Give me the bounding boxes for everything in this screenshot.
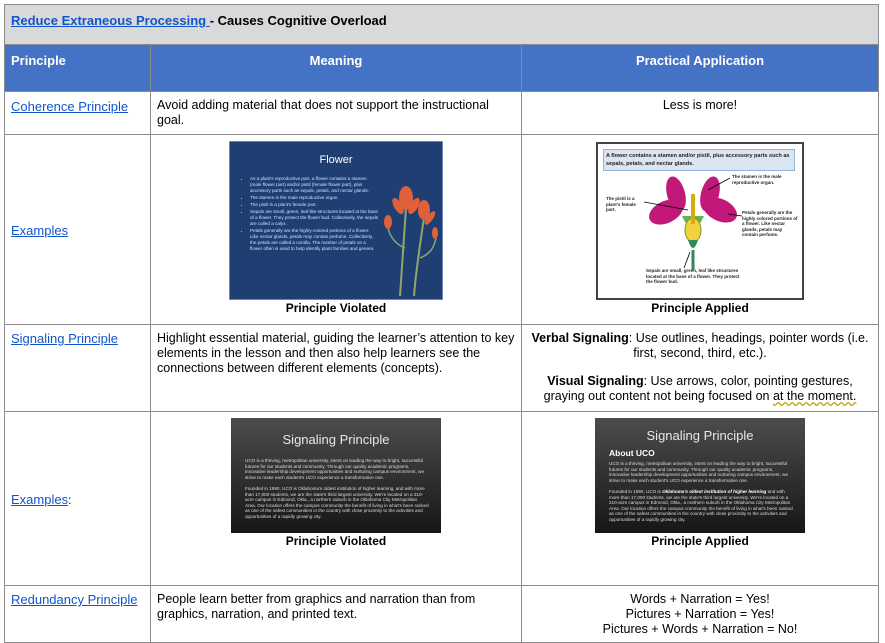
header-row <box>5 45 879 92</box>
dark-slide-left-cell <box>151 412 522 586</box>
signaling-principle-cell <box>5 325 151 412</box>
table-title <box>5 5 879 45</box>
examples-row-2 <box>5 412 879 586</box>
diagram-heading: A flower contains a stamen and/or pistil, plus accessory parts such as sepals, petals, and nectar glands. <box>603 149 795 171</box>
examples-1-cell <box>5 135 151 325</box>
signaling-row <box>5 325 879 412</box>
applied-caption-2: Principle Applied <box>651 534 749 548</box>
violated-caption-1: Principle Violated <box>285 301 387 315</box>
flower-slide <box>229 141 443 300</box>
verbal-signaling-text: : Use outlines, headings, pointer words (i.e. first, second, third, etc.). <box>628 331 869 360</box>
coherence-row <box>5 92 879 135</box>
paintbrush-flower-illustration <box>380 178 438 296</box>
coherence-principle-link[interactable]: Coherence Principle <box>11 99 129 114</box>
header-principle: Principle <box>5 45 151 92</box>
coherence-meaning: Avoid adding material that does not support the instructional goal. <box>151 92 522 135</box>
flower-diagram-slide <box>596 142 804 300</box>
redundancy-principle-cell <box>5 586 151 643</box>
signaling-violated-slide <box>231 418 441 533</box>
redundancy-line: Pictures + Narration = Yes! <box>625 607 775 621</box>
redundancy-principle-link[interactable]: Redundancy Principle <box>11 592 138 607</box>
coherence-application: Less is more! <box>522 92 879 135</box>
dark-slide-right-cell <box>522 412 879 586</box>
left-slide-paragraph-2: Founded in 1890, UCO is Oklahoma's oldest institution of higher learning, and with more than 17,000 students, we are the state's third largest university. We're located on a 210-acre campus in Edmond, Okla., a northern suburb in the Oklahoma City Metropolitan Area. Our location offers the campus community the benefit of living in what's been ranked as one of the safest communities in the country with close proximity to the activities and opportunities of a rapidly growing city. <box>245 486 429 519</box>
principles-table <box>4 4 879 643</box>
signaling-principle-link[interactable]: Signaling Principle <box>11 331 118 346</box>
petals-label: Petals generally are the highly colored portions of a flower. Like nectar glands, petals may contain perfume. <box>742 210 798 238</box>
stamen-label: The stamen is the male reproductive organ. <box>732 174 782 185</box>
violated-caption-2: Principle Violated <box>285 534 387 548</box>
flower-bullet: • As a plant's reproductive part, a flower contains a stamen (male flower part) and/or pistil (female flower part), plus accessory parts such as sepals, petals, and nectar glands. <box>250 176 378 194</box>
verbal-signaling <box>528 331 872 361</box>
examples-2-colon: : <box>68 493 72 507</box>
header-application: Practical Application <box>522 45 879 92</box>
title-row <box>5 5 879 45</box>
flower-slide-bullets <box>242 176 378 253</box>
header-meaning: Meaning <box>151 45 522 92</box>
flower-slide-cell <box>151 135 522 325</box>
right-slide-p2-highlight: Oklahoma's oldest institution of higher learning <box>662 489 767 494</box>
sepals-label: Sepals are small, green, leaf like structures located at the base of a flower. They protect the flower bud. <box>646 268 740 285</box>
coherence-principle-cell <box>5 92 151 135</box>
signaling-application <box>522 325 879 412</box>
visual-signaling <box>528 374 872 404</box>
left-slide-title: Signaling Principle <box>282 432 390 447</box>
flower-bullet: • The pistil is a plant's female part. <box>250 202 378 208</box>
signaling-applied-slide <box>595 418 805 533</box>
flower-bullet: • Petals generally are the highly-colored portions of a flower. Like nectar glands, petals may contain perfume. Collectively, the petals are called a corolla. The number of petals on a flower often is used to help identify plant families and genera. <box>250 228 378 252</box>
redundancy-line: Words + Narration = Yes! <box>630 592 770 606</box>
flower-bullet: • The stamen is the male reproductive organ. <box>250 195 378 201</box>
flower-slide-title: Flower <box>319 154 353 166</box>
right-slide-subtitle: About UCO <box>609 448 655 458</box>
right-slide-p2-start: Founded in 1890, UCO is <box>609 489 663 494</box>
visual-signaling-label: Visual Signaling <box>547 374 644 388</box>
applied-caption-1: Principle Applied <box>651 301 749 315</box>
title-suffix: - Causes Cognitive Overload <box>209 13 387 28</box>
examples-2-cell <box>5 412 151 586</box>
signaling-meaning: Highlight essential material, guiding the learner’s attention to key elements in the lesson and then also help learners see the connections between different elements (concepts). <box>151 325 522 412</box>
pistil-label: The pistil is a plant's female part. <box>606 196 636 213</box>
right-slide-title: Signaling Principle <box>646 428 754 443</box>
right-slide-paragraph-2 <box>609 489 793 523</box>
redundancy-application <box>522 586 879 643</box>
flower-cross-section-illustration <box>644 170 744 270</box>
redundancy-row <box>5 586 879 643</box>
verbal-signaling-label: Verbal Signaling <box>531 331 629 345</box>
redundancy-meaning: People learn better from graphics and narration than from graphics, narration, and printed text. <box>151 586 522 643</box>
flower-bullet: • Sepals are small, green, leaf like structures located at the base of a flower. They protect the flower bud. Collectively, the sepals are called a calyx. <box>250 209 378 227</box>
redundancy-line: Pictures + Words + Narration = No! <box>602 622 798 636</box>
title-link[interactable]: Reduce Extraneous Processing <box>11 13 210 28</box>
left-slide-paragraph-1: UCO is a thriving, metropolitan university, intent on leading the way to bright, successful futures for our students and community. Through our quality academic programs, innovative leadership development opportunities and nurturing campus environment, we strive to make each student's UCO experience a transformative one. <box>245 458 425 480</box>
visual-signaling-tail: at the moment. <box>772 389 857 403</box>
examples-2-link[interactable]: Examples <box>11 492 69 507</box>
right-slide-p2-end: and with more than 17,000 students, we are the state's third largest university. We're located on a 210-acre campus in Edmond, Okla., a northern suburb in the Oklahoma City Metropolitan Area. Our location offers the campus community the benefit of living in what's been ranked as one of the safest communities in the country with close proximity to the activities and opportunities of a rapidly growing city. <box>609 489 793 522</box>
right-slide-paragraph-1: UCO is a thriving, metropolitan university, intent on leading the way to bright, successful futures for our students and community. Through our quality academic programs, innovative leadership development opportunities and nurturing campus environment, we strive to make each student's UCO experience a transformative one. <box>609 461 789 483</box>
examples-1-link[interactable]: Examples <box>11 223 69 238</box>
examples-row-1 <box>5 135 879 325</box>
visual-signaling-text: : Use arrows, color, pointing gestures, graying out content not being focused on <box>543 374 853 403</box>
diagram-slide-cell <box>522 135 879 325</box>
